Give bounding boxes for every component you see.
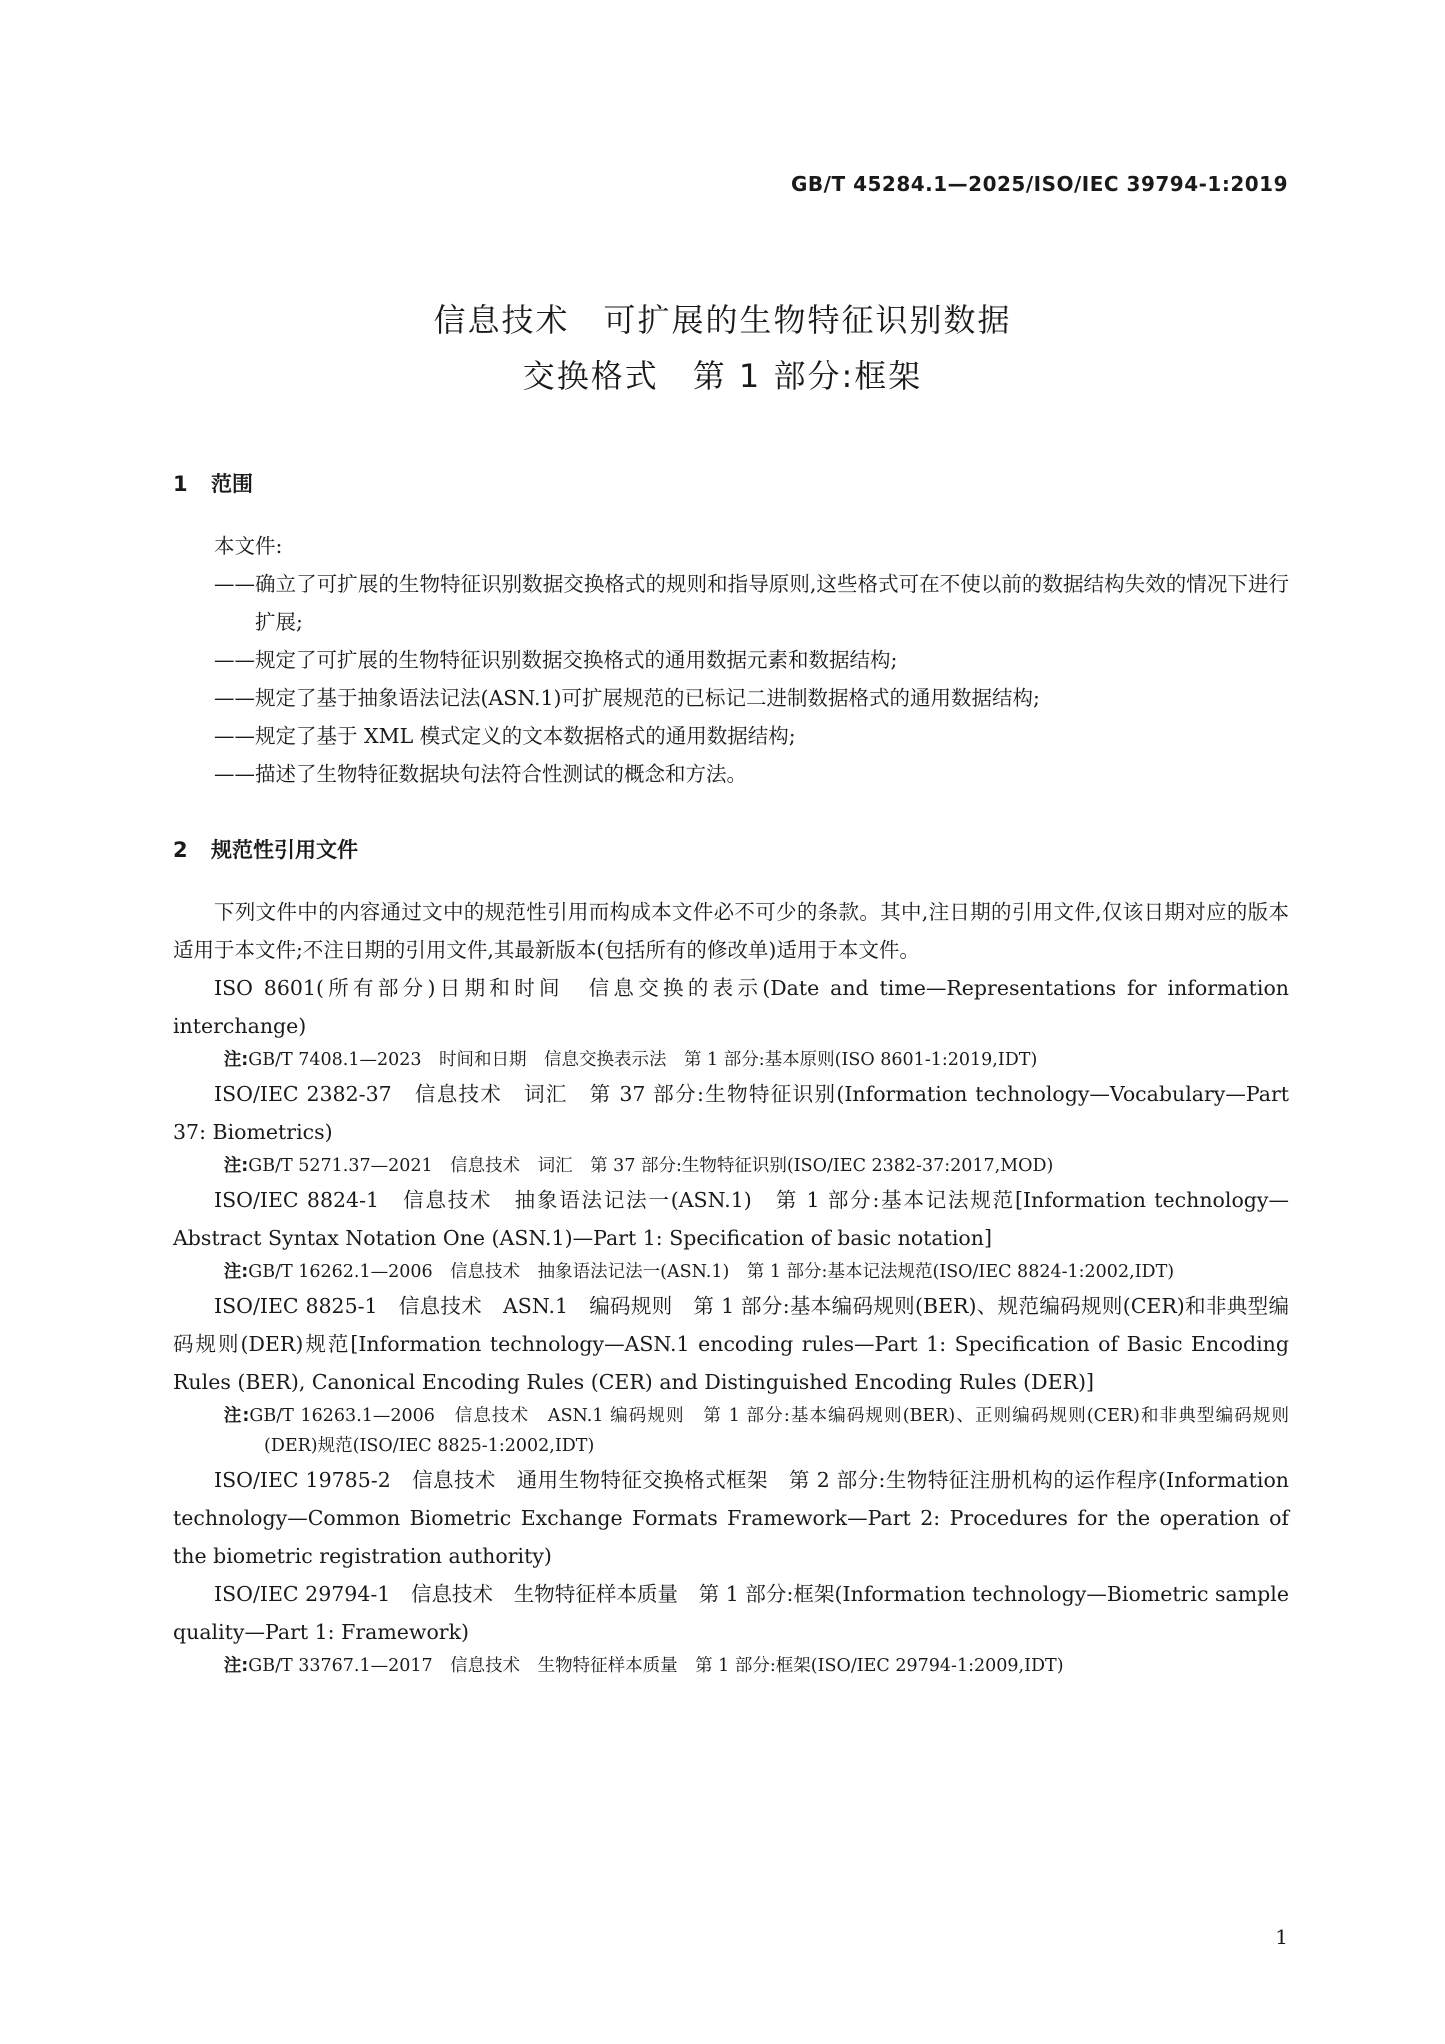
note-label: 注: [223,1262,249,1282]
section-2-heading [173,831,1289,869]
scope-item-3: ——规定了基于抽象语法记法(ASN.1)可扩展规范的已标记二进制数据格式的通用数据结构; [214,686,1040,710]
normative-reference-4: ISO/IEC 8825-1 信息技术 ASN.1 编码规则 第 1 部分:基本编码规则(BER)、规范编码规则(CER)和非典型编码规则(DER)规范[Information technology—ASN.1 encoding rules—Part 1: Specification of Basic Encoding Rules (BER), Canonical Encoding Rules (CER) and Distinguished Encoding Rules (DER)] [173,1294,1289,1394]
document-title [0,292,1445,404]
section-1-number: 1 [173,472,188,496]
note-text: GB/T 33767.1—2017 信息技术 生物特征样本质量 第 1 部分:框架(ISO/IEC 29794-1:2009,IDT) [248,1656,1064,1676]
scope-item-1: ——确立了可扩展的生物特征识别数据交换格式的规则和指导原则,这些格式可在不使以前的数据结构失效的情况下进行扩展; [214,572,1289,634]
note-text: GB/T 7408.1—2023 时间和日期 信息交换表示法 第 1 部分:基本原则(ISO 8601-1:2019,IDT) [248,1050,1038,1070]
normative-reference-6: ISO/IEC 29794-1 信息技术 生物特征样本质量 第 1 部分:框架(Information technology—Biometric sample quality—Part 1: Framework) [173,1582,1289,1644]
section-1-title: 范围 [211,472,253,496]
page-number: 1 [1275,1925,1288,1949]
title-line-1: 信息技术 可扩展的生物特征识别数据 [433,301,1012,339]
note-text: GB/T 16263.1—2006 信息技术 ASN.1 编码规则 第 1 部分:基本编码规则(BER)、正则编码规则(CER)和非典型编码规则(DER)规范(ISO/IEC 8825-1:2002,IDT) [249,1406,1290,1456]
normative-reference-2: ISO/IEC 2382-37 信息技术 词汇 第 37 部分:生物特征识别(Information technology—Vocabulary—Part 37: Biometrics) [173,1082,1289,1144]
title-line-2: 交换格式 第 1 部分:框架 [522,357,923,395]
document-body [173,465,1289,1681]
note-label: 注: [223,1156,249,1176]
scope-item-2: ——规定了可扩展的生物特征识别数据交换格式的通用数据元素和数据结构; [214,648,898,672]
document-code: GB/T 45284.1—2025/ISO/IEC 39794-1:2019 [791,172,1288,196]
note-label: 注: [223,1050,249,1070]
reference-note-6 [213,1651,1289,1681]
section-2-title: 规范性引用文件 [211,838,358,862]
note-text: GB/T 16262.1—2006 信息技术 抽象语法记法一(ASN.1) 第 1 部分:基本记法规范(ISO/IEC 8824-1:2002,IDT) [248,1262,1175,1282]
note-label: 注: [223,1656,249,1676]
section-2-number: 2 [173,838,188,862]
section-2-intro: 下列文件中的内容通过文中的规范性引用而构成本文件必不可少的条款。其中,注日期的引用文件,仅该日期对应的版本适用于本文件;不注日期的引用文件,其最新版本(包括所有的修改单)适用于本文件。 [173,900,1289,962]
scope-item-4: ——规定了基于 XML 模式定义的文本数据格式的通用数据结构; [214,724,796,748]
normative-reference-5: ISO/IEC 19785-2 信息技术 通用生物特征交换格式框架 第 2 部分:生物特征注册机构的运作程序(Information technology—Common Biometric Exchange Formats Framework—Part 2: Procedures for the operation of the biometric registration authority) [173,1468,1289,1568]
normative-reference-3: ISO/IEC 8824-1 信息技术 抽象语法记法一(ASN.1) 第 1 部分:基本记法规范[Information technology—Abstract Syntax Notation One (ASN.1)—Part 1: Specification of basic notation] [173,1188,1289,1250]
reference-note-1 [213,1045,1289,1075]
section-1-intro: 本文件: [214,534,283,558]
reference-note-3 [213,1257,1289,1287]
reference-note-2 [213,1151,1289,1181]
normative-reference-1: ISO 8601(所有部分)日期和时间 信息交换的表示(Date and time—Representations for information interchange) [173,976,1289,1038]
note-label: 注: [223,1406,250,1426]
note-text: GB/T 5271.37—2021 信息技术 词汇 第 37 部分:生物特征识别(ISO/IEC 2382-37:2017,MOD) [248,1156,1054,1176]
scope-item-5: ——描述了生物特征数据块句法符合性测试的概念和方法。 [214,762,747,786]
section-1-heading [173,465,1289,503]
reference-note-4 [213,1401,1289,1461]
